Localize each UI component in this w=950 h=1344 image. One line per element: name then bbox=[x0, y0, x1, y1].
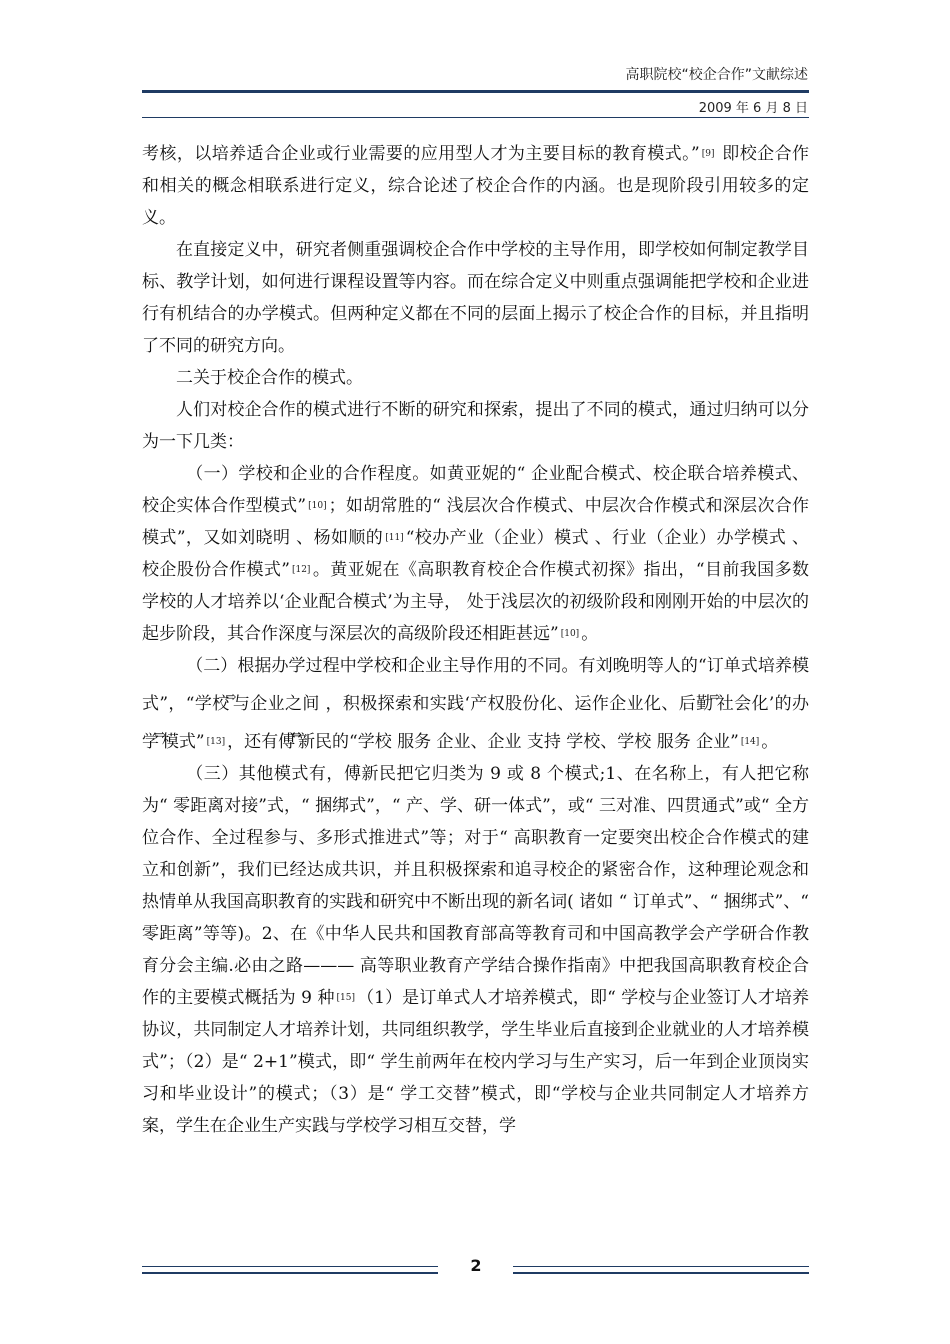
paragraph-4: 人们对校企合作的模式进行不断的研究和探索，提出了不同的模式，通过归纳可以分为一下几类： bbox=[142, 400, 809, 452]
paragraph-6: （二）根据办学过程中学校和企业主导作用的不同。有刘晚明等人的“订单式培养模式”，“学校⇨与企业之间 ，积极探索和实践‘产权股份化、运作企业化、后勤⇨社会化’的办学⇨模式” [13] ，还有傅⇔新民的“学校 服务 企业、企业 支持 学校、学校 服务 企业” [14] 。 bbox=[142, 656, 809, 752]
running-header-date: 2009 年 6 月 8 日 bbox=[698, 101, 808, 116]
right-arrow-icon: ⇨ bbox=[155, 728, 166, 743]
section-heading-modes: 二关于校企合作的模式。 bbox=[176, 368, 363, 388]
page-number: 2 bbox=[470, 1256, 482, 1275]
paragraph-5: （一）学校和企业的合作程度。如黄亚妮的“ 企业配合模式、校企联合培养模式、校企实体合作型模式” [10] ；如胡常胜的“ 浅层次合作模式、中层次合作模式和深层次合作模式”，又如刘晓明 、杨如顺的 [11] “校办产业（企业）模式 、行业（企业）办学模式 、校企股份合作模式” [12] 。黄亚妮在《高职教育校企合作模式初探》指出，“目前我国多数学校的人才培养以‘企业配合模式’为主导， 处于浅层次的初级阶段和刚刚开始的中层次的起步阶段，其合作深度与深层次的高级阶段还相距甚远” [10] 。 bbox=[142, 464, 809, 644]
document-body bbox=[142, 138, 809, 1142]
paragraph-7: （三）其他模式有，傅新民把它归类为 9 或 8 个模式;1、在名称上，有人把它称为“ 零距离对接”式，“ 捆绑式”，“ 产、学、研一体式”，或“ 三对准、四贯通式”或“ 全方位合作、全过程参与、多形式推进式”等；对于“ 高职教育一定要突出校企合作模式的建立和创新”，我们已经达成共识，并且积极探索和追寻校企的紧密合作，这种理论观念和热情单从我国高职教育的实践和研究中不断出现的新名词( 诸如 “ 订单式”、“ 捆绑式”、“ 零距离”等等)。2、在《中华人民共和国教育部高等教育司和中国高教学会产学研合作教育分会主编.必由之路——— 高等职业教育产学结合操作指南》中把我国高职教育校企合作的主要模式概括为 9 种 [15] （1）是订单式人才培养模式，即“ 学校与企业签订人才培养协议，共同制定人才培养计划，共同组织教学，学生毕业后直接到企业就业的人才培养模式”；（2）是“ 2+1”模式，即“ 学生前两年在校内学习与生产实习，后一年到企业顶岗实习和毕业设计”的模式；（3）是“ 学工交替”模式，即“学校与企业共同制定人才培养方案，学生在企业生产实践与学校学习相互交替，学 bbox=[142, 764, 809, 1136]
citation-ref: [9] bbox=[701, 149, 715, 159]
citation-ref: [13] bbox=[206, 737, 226, 747]
citation-ref: [11] bbox=[385, 533, 404, 543]
paragraph-1: 考核，以培养适合企业或行业需要的应用型人才为主要目标的教育模式。” [9] 即校企合作和相关的概念相联系进行定义，综合论述了校企合作的内涵。也是现阶段引用较多的定义。 bbox=[142, 144, 809, 228]
right-arrow-icon: ⇨ bbox=[225, 690, 237, 705]
citation-ref: [10] bbox=[560, 629, 580, 639]
footer-rule-left bbox=[142, 1266, 438, 1274]
paragraph-2: 在直接定义中，研究者侧重强调校企合作中学校的主导作用，即学校如何制定教学目标、教学计划，如何进行课程设置等内容。而在综合定义中则重点强调能把学校和企业进行有机结合的办学模式。但两种定义都在不同的层面上揭示了校企合作的目标，并且指明了不同的研究方向。 bbox=[142, 240, 809, 356]
right-arrow-icon: ⇨ bbox=[709, 690, 721, 705]
double-arrow-icon: ⇔ bbox=[291, 728, 302, 743]
page-footer bbox=[142, 1252, 809, 1282]
citation-ref: [15] bbox=[336, 993, 356, 1003]
header-rule-bottom bbox=[142, 117, 809, 118]
running-header-title: 高职院校“校企合作”文献综述 bbox=[625, 67, 808, 83]
citation-ref: [10] bbox=[308, 501, 327, 511]
header-rule-top bbox=[142, 90, 809, 93]
citation-ref: [12] bbox=[291, 565, 311, 575]
citation-ref: [14] bbox=[740, 737, 760, 747]
footer-rule-right bbox=[513, 1266, 809, 1274]
